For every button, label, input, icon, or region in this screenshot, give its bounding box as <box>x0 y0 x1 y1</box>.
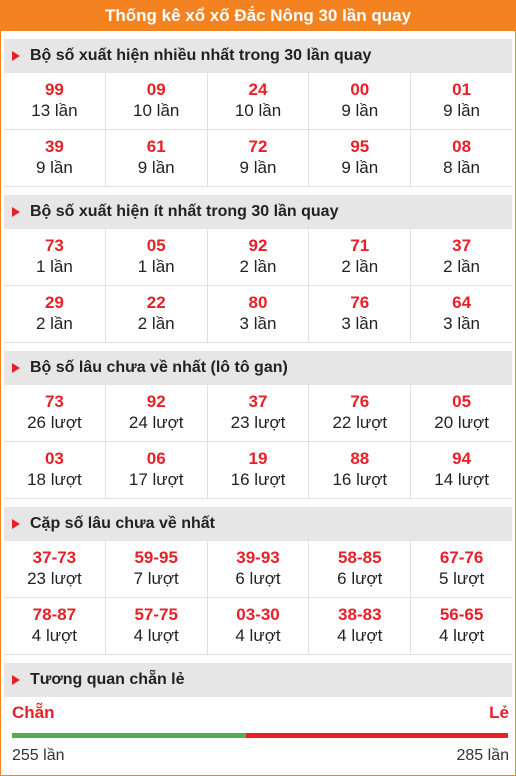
number-cell <box>4 229 106 286</box>
occurrence-count: 4 lượt <box>337 626 383 645</box>
occurrence-count: 17 lượt <box>128 470 184 489</box>
even-label: Chẵn <box>12 703 55 722</box>
triangle-icon <box>12 519 20 529</box>
section-title-label: Bộ số xuất hiện nhiều nhất trong 30 lần quay <box>30 47 372 64</box>
occurrence-count: 3 lần <box>443 314 481 333</box>
lottery-number: 76 <box>350 293 370 312</box>
number-grid <box>4 73 512 187</box>
grid-row <box>4 130 512 187</box>
number-cell <box>106 442 208 499</box>
number-cell <box>106 286 208 343</box>
number-cell <box>4 385 106 442</box>
lottery-number: 03-30 <box>236 605 280 624</box>
number-cell <box>208 385 310 442</box>
number-cell <box>411 286 512 343</box>
lottery-number: 37-73 <box>32 548 77 567</box>
even-count: 255 lần <box>12 747 65 764</box>
lottery-number: 64 <box>452 293 472 312</box>
lottery-number: 03 <box>44 449 64 468</box>
occurrence-count: 16 lượt <box>332 470 388 489</box>
occurrence-count: 10 lần <box>234 101 282 120</box>
lottery-number: 80 <box>248 293 268 312</box>
occurrence-count: 9 lần <box>35 158 73 177</box>
lottery-number: 94 <box>452 449 472 468</box>
odd-bar-fill <box>246 733 508 738</box>
number-grid <box>4 385 512 499</box>
number-cell <box>411 442 512 499</box>
lottery-number: 09 <box>146 80 166 99</box>
number-cell <box>106 541 208 598</box>
number-cell <box>4 598 106 655</box>
occurrence-count: 6 lượt <box>235 569 281 588</box>
grid-row <box>4 286 512 343</box>
number-cell <box>106 73 208 130</box>
number-grid <box>4 541 512 655</box>
grid-row <box>4 442 512 499</box>
number-cell <box>208 286 310 343</box>
lottery-number: 38-83 <box>338 605 382 624</box>
occurrence-count: 4 lượt <box>133 626 179 645</box>
section-title-label: Tương quan chẵn lẻ <box>30 671 185 688</box>
number-cell <box>309 229 411 286</box>
occurrence-count: 9 lần <box>341 158 379 177</box>
number-cell <box>208 73 310 130</box>
lottery-number: 24 <box>248 80 268 99</box>
number-cell <box>309 286 411 343</box>
number-cell <box>4 541 106 598</box>
occurrence-count: 16 lượt <box>230 470 286 489</box>
lottery-number: 61 <box>146 137 166 156</box>
number-cell <box>208 229 310 286</box>
occurrence-count: 14 lượt <box>434 470 489 489</box>
lottery-number: 73 <box>44 236 64 255</box>
lottery-number: 05 <box>452 392 472 411</box>
occurrence-count: 13 lần <box>31 101 78 120</box>
occurrence-count: 4 lượt <box>235 626 281 645</box>
occurrence-count: 6 lượt <box>337 569 383 588</box>
lottery-number: 99 <box>44 80 64 99</box>
occurrence-count: 26 lượt <box>27 413 82 432</box>
number-cell <box>309 73 411 130</box>
occurrence-count: 20 lượt <box>434 413 489 432</box>
number-cell <box>4 442 106 499</box>
lottery-number: 22 <box>146 293 166 312</box>
lottery-number: 05 <box>146 236 166 255</box>
occurrence-count: 1 lần <box>35 257 73 276</box>
lottery-number: 59-95 <box>134 548 178 567</box>
lottery-number: 01 <box>452 80 472 99</box>
lottery-number: 67-76 <box>439 548 484 567</box>
odd-count: 285 lần <box>456 747 509 764</box>
occurrence-count: 18 lượt <box>27 470 82 489</box>
grid-row <box>4 229 512 286</box>
parity-block <box>4 697 512 769</box>
occurrence-count: 1 lần <box>137 257 175 276</box>
stats-sections <box>1 39 515 655</box>
occurrence-count: 9 lần <box>341 101 379 120</box>
occurrence-count: 9 lần <box>443 101 481 120</box>
number-cell <box>411 598 512 655</box>
occurrence-count: 2 lần <box>341 257 379 276</box>
number-cell <box>309 385 411 442</box>
lottery-number: 92 <box>146 392 166 411</box>
number-cell <box>309 541 411 598</box>
number-cell <box>208 541 310 598</box>
number-cell <box>309 442 411 499</box>
number-cell <box>4 286 106 343</box>
occurrence-count: 3 lần <box>341 314 379 333</box>
grid-row <box>4 385 512 442</box>
occurrence-count: 22 lượt <box>332 413 388 432</box>
number-cell <box>309 598 411 655</box>
section-title-label: Bộ số lâu chưa về nhất (lô tô gan) <box>30 359 288 376</box>
number-cell <box>4 130 106 187</box>
lottery-number: 39-93 <box>236 548 280 567</box>
triangle-icon <box>12 675 20 685</box>
lottery-number: 78-87 <box>32 605 77 624</box>
number-cell <box>208 130 310 187</box>
section-title <box>4 39 512 73</box>
section-title <box>4 507 512 541</box>
even-bar-fill <box>12 733 246 738</box>
triangle-icon <box>12 363 20 373</box>
occurrence-count: 9 lần <box>239 158 277 177</box>
number-cell <box>309 130 411 187</box>
lottery-number: 39 <box>44 137 64 156</box>
lottery-number: 92 <box>248 236 268 255</box>
lottery-number: 29 <box>44 293 64 312</box>
lottery-number: 06 <box>146 449 166 468</box>
occurrence-count: 5 lượt <box>438 569 485 588</box>
section-title <box>4 351 512 385</box>
lottery-number: 37 <box>248 392 268 411</box>
lottery-number: 00 <box>350 80 370 99</box>
occurrence-count: 4 lượt <box>31 626 77 645</box>
number-cell <box>411 229 512 286</box>
occurrence-count: 2 lần <box>137 314 175 333</box>
occurrence-count: 23 lượt <box>27 569 82 588</box>
section-title-label: Cặp số lâu chưa về nhất <box>30 515 215 532</box>
lottery-number: 71 <box>350 236 370 255</box>
section-title-label: Bộ số xuất hiện ít nhất trong 30 lần quay <box>30 203 339 220</box>
number-grid <box>4 229 512 343</box>
odd-label: Lẻ <box>489 703 509 722</box>
number-cell <box>208 442 310 499</box>
triangle-icon <box>12 207 20 217</box>
number-cell <box>411 73 512 130</box>
lottery-number: 88 <box>350 449 370 468</box>
number-cell <box>4 73 106 130</box>
occurrence-count: 9 lần <box>137 158 175 177</box>
occurrence-count: 24 lượt <box>128 413 184 432</box>
section-title-parity <box>4 663 512 697</box>
section-title <box>4 195 512 229</box>
page-title: Thống kê xổ xố Đắc Nông 30 lần quay <box>1 1 515 31</box>
number-cell <box>411 385 512 442</box>
occurrence-count: 2 lần <box>443 257 481 276</box>
number-cell <box>411 541 512 598</box>
grid-row <box>4 541 512 598</box>
occurrence-count: 7 lượt <box>133 569 179 588</box>
occurrence-count: 4 lượt <box>438 626 485 645</box>
occurrence-count: 3 lần <box>239 314 277 333</box>
lottery-number: 56-65 <box>439 605 484 624</box>
number-cell <box>106 385 208 442</box>
parity-bar <box>12 733 508 738</box>
lottery-number: 72 <box>248 137 268 156</box>
grid-row <box>4 598 512 655</box>
number-cell <box>411 130 512 187</box>
number-cell <box>208 598 310 655</box>
number-cell <box>106 130 208 187</box>
occurrence-count: 2 lần <box>35 314 73 333</box>
triangle-icon <box>12 51 20 61</box>
lottery-number: 37 <box>452 236 472 255</box>
lottery-number: 76 <box>350 392 370 411</box>
occurrence-count: 2 lần <box>239 257 277 276</box>
number-cell <box>106 229 208 286</box>
occurrence-count: 10 lần <box>133 101 180 120</box>
lottery-number: 95 <box>350 137 370 156</box>
lottery-number: 08 <box>452 137 472 156</box>
occurrence-count: 8 lần <box>443 158 481 177</box>
lottery-number: 57-75 <box>134 605 178 624</box>
lottery-number: 19 <box>248 449 268 468</box>
number-cell <box>106 598 208 655</box>
occurrence-count: 23 lượt <box>230 413 286 432</box>
lottery-number: 58-85 <box>338 548 382 567</box>
grid-row <box>4 73 512 130</box>
lottery-number: 73 <box>44 392 64 411</box>
